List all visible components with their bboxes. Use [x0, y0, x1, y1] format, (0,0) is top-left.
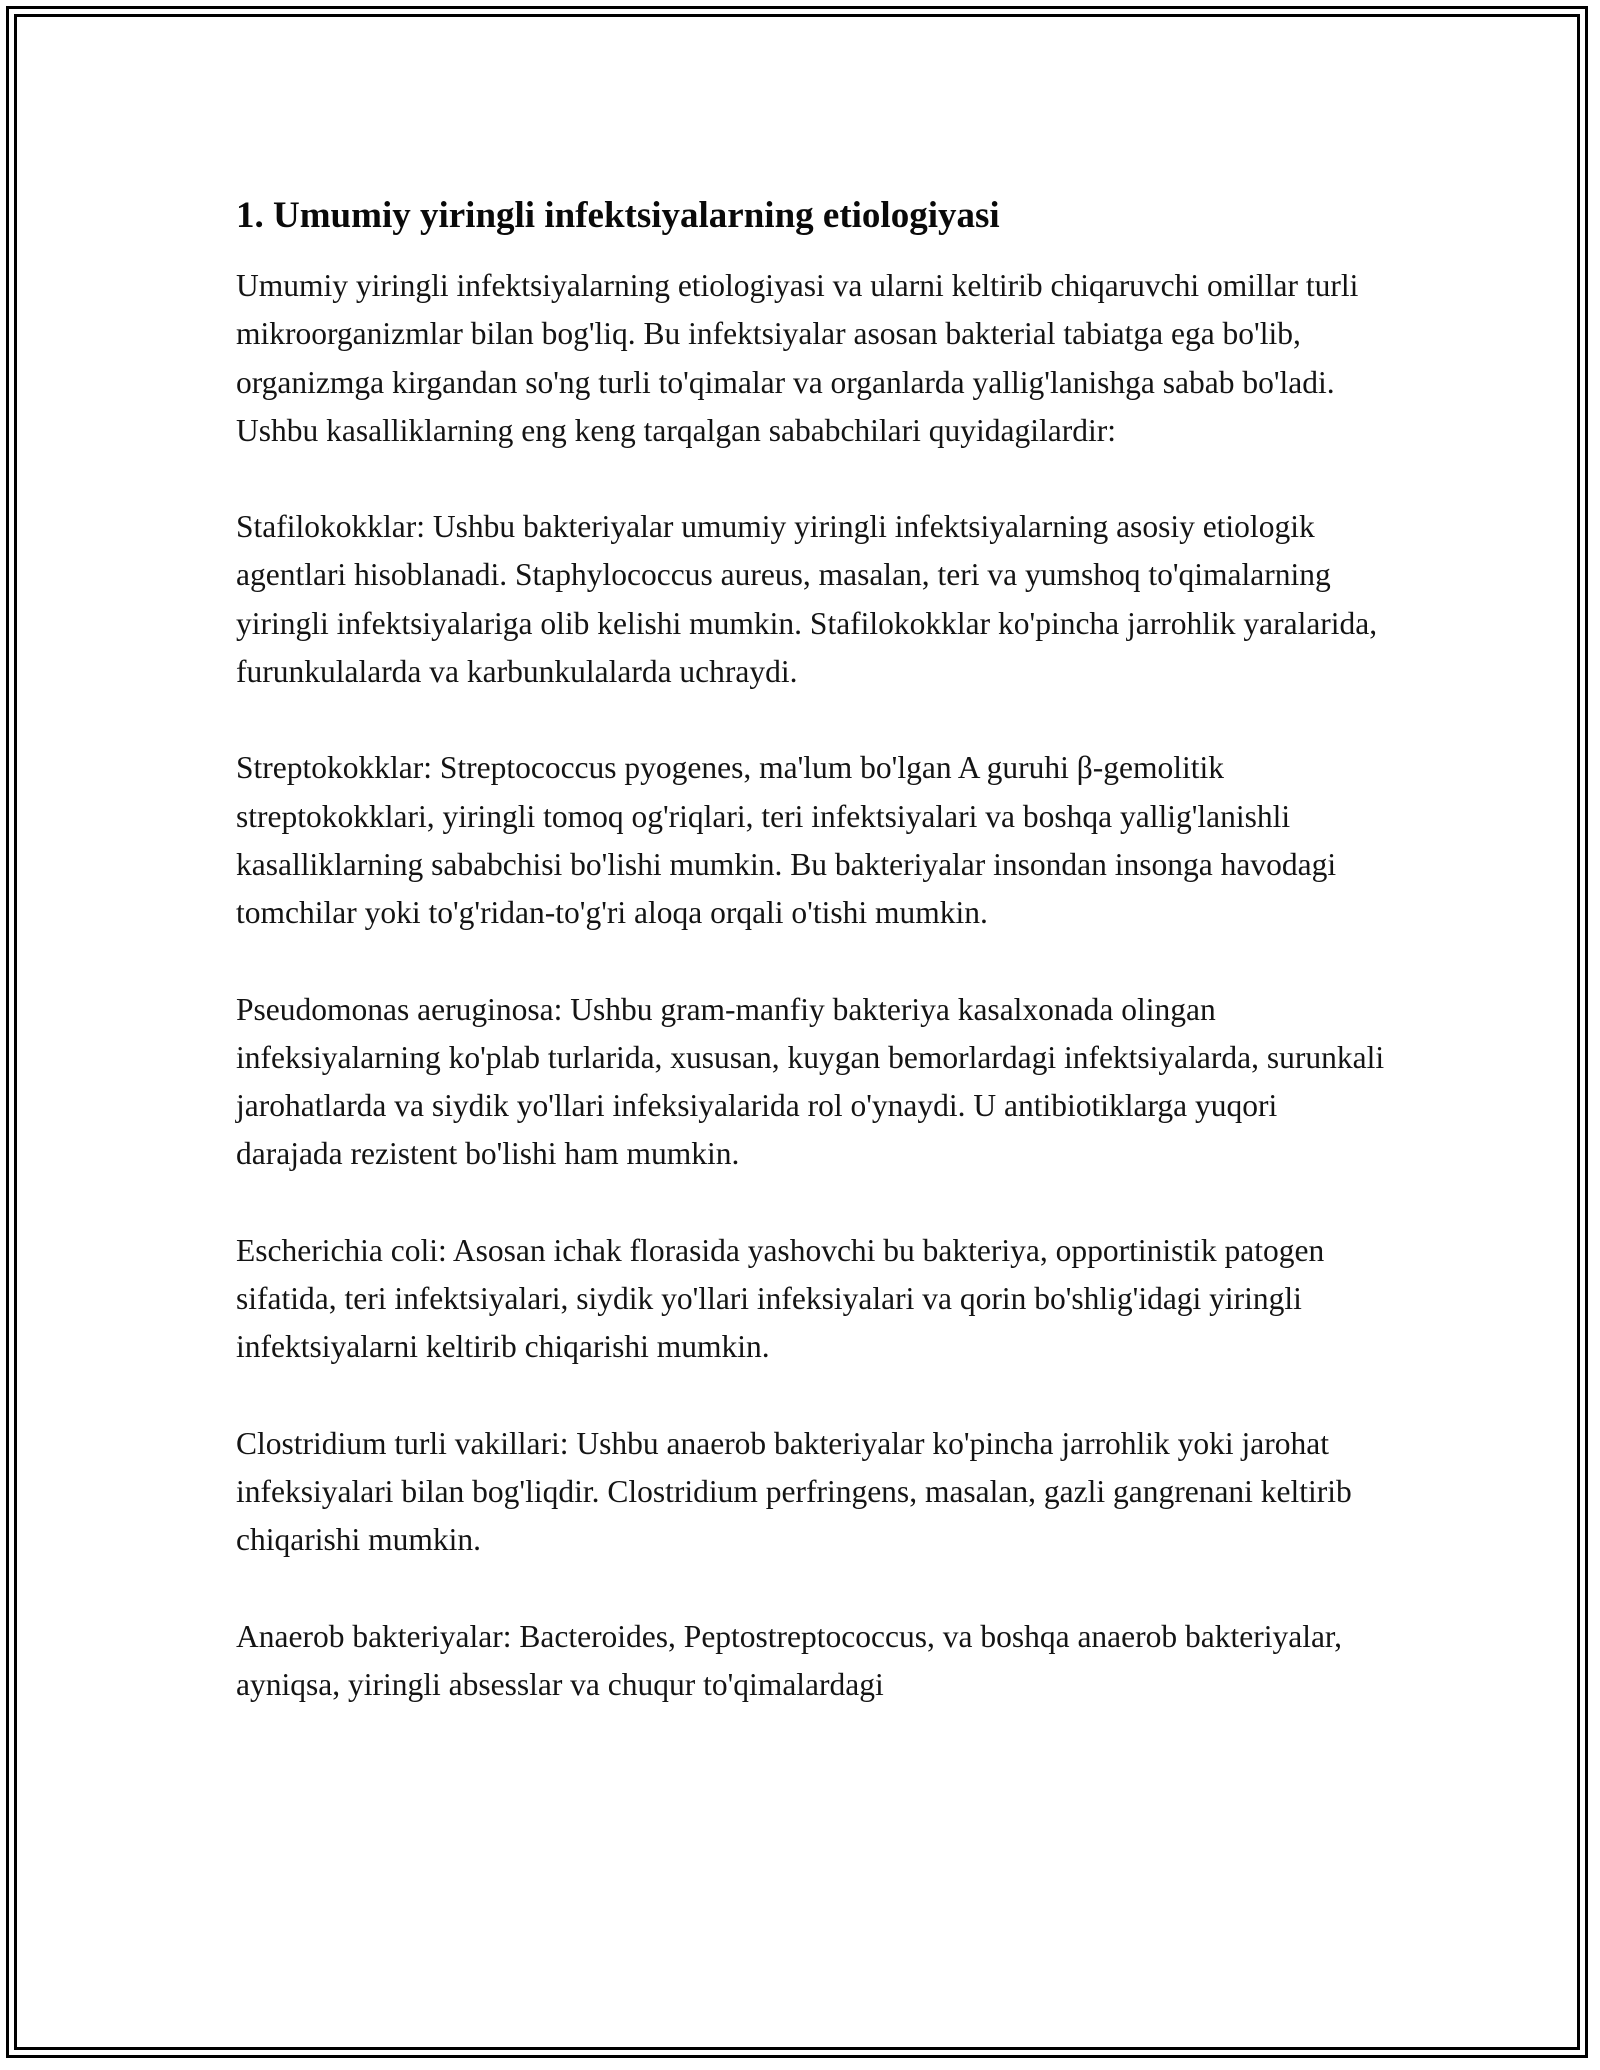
- paragraph-streptokokklar: Streptokokklar: Streptococcus pyogenes, ma'lum bo'lgan A guruhi β-gemolitik streptokokklari, yiringli tomoq og'riqlari, teri infektsiyalari va boshqa yallig'lanishli kasalliklarning sababchisi bo'lishi mumkin. Bu bakteriyalar insondan insonga havodagi tomchilar yoki to'g'ridan-to'g'ri aloqa orqali o'tishi mumkin.: [236, 750, 1337, 931]
- paragraph-intro: Umumiy yiringli infektsiyalarning etiologiyasi va ularni keltirib chiqaruvchi omillar turli mikroorganizmlar bilan bog'liq. Bu infektsiyalar asosan bakterial tabiatga ega bo'lib, organizmga kirgandan so'ng turli to'qimalar va organlarda yallig'lanishga sabab bo'ladi. Ushbu kasalliklarning eng keng tarqalgan sababchilari quyidagilardir:: [236, 268, 1359, 448]
- paragraph-clostridium: Clostridium turli vakillari: Ushbu anaerob bakteriyalar ko'pincha jarrohlik yoki jarohat infeksiyalari bilan bog'liqdir. Clostridium perfringens, masalan, gazli gangrenani keltirib chiqarishi mumkin.: [236, 1425, 1352, 1558]
- paragraph-pseudomonas: Pseudomonas aeruginosa: Ushbu gram-manfiy bakteriya kasalxonada olingan infeksiyalarning ko'plab turlarida, xususan, kuygan bemorlardagi infektsiyalarda, surunkali jarohatlarda va siydik yo'llari infeksiyalarida rol o'ynaydi. U antibiotiklarga yuqori darajada rezistent bo'lishi ham mumkin.: [236, 991, 1385, 1172]
- paragraph-stafilokokklar: Stafilokokklar: Ushbu bakteriyalar umumiy yiringli infektsiyalarning asosiy etiologik agentlari hisoblanadi. Staphylococcus aureus, masalan, teri va yumshoq to'qimalarning yiringli infektsiyalariga olib kelishi mumkin. Stafilokokklar ko'pincha jarrohlik yaralarida, furunkulalarda va karbunkulalarda uchraydi.: [236, 509, 1378, 690]
- paragraph-escherichia: Escherichia coli: Asosan ichak florasida yashovchi bu bakteriya, opportinistik patogen sifatida, teri infektsiyalari, siydik yo'llari infeksiyalari va qorin bo'shlig'idagi yiringli infektsiyalarni keltirib chiqarishi mumkin.: [236, 1232, 1325, 1365]
- section-heading: 1. Umumiy yiringli infektsiyalarning etiologiyasi: [236, 195, 1000, 236]
- paragraph-anaerob: Anaerob bakteriyalar: Bacteroides, Peptostreptococcus, va boshqa anaerob bakteriyalar, ayniqsa, yiringli absesslar va chuqur to'qimalardagi: [236, 1618, 1343, 1702]
- document-body: [236, 186, 1386, 1757]
